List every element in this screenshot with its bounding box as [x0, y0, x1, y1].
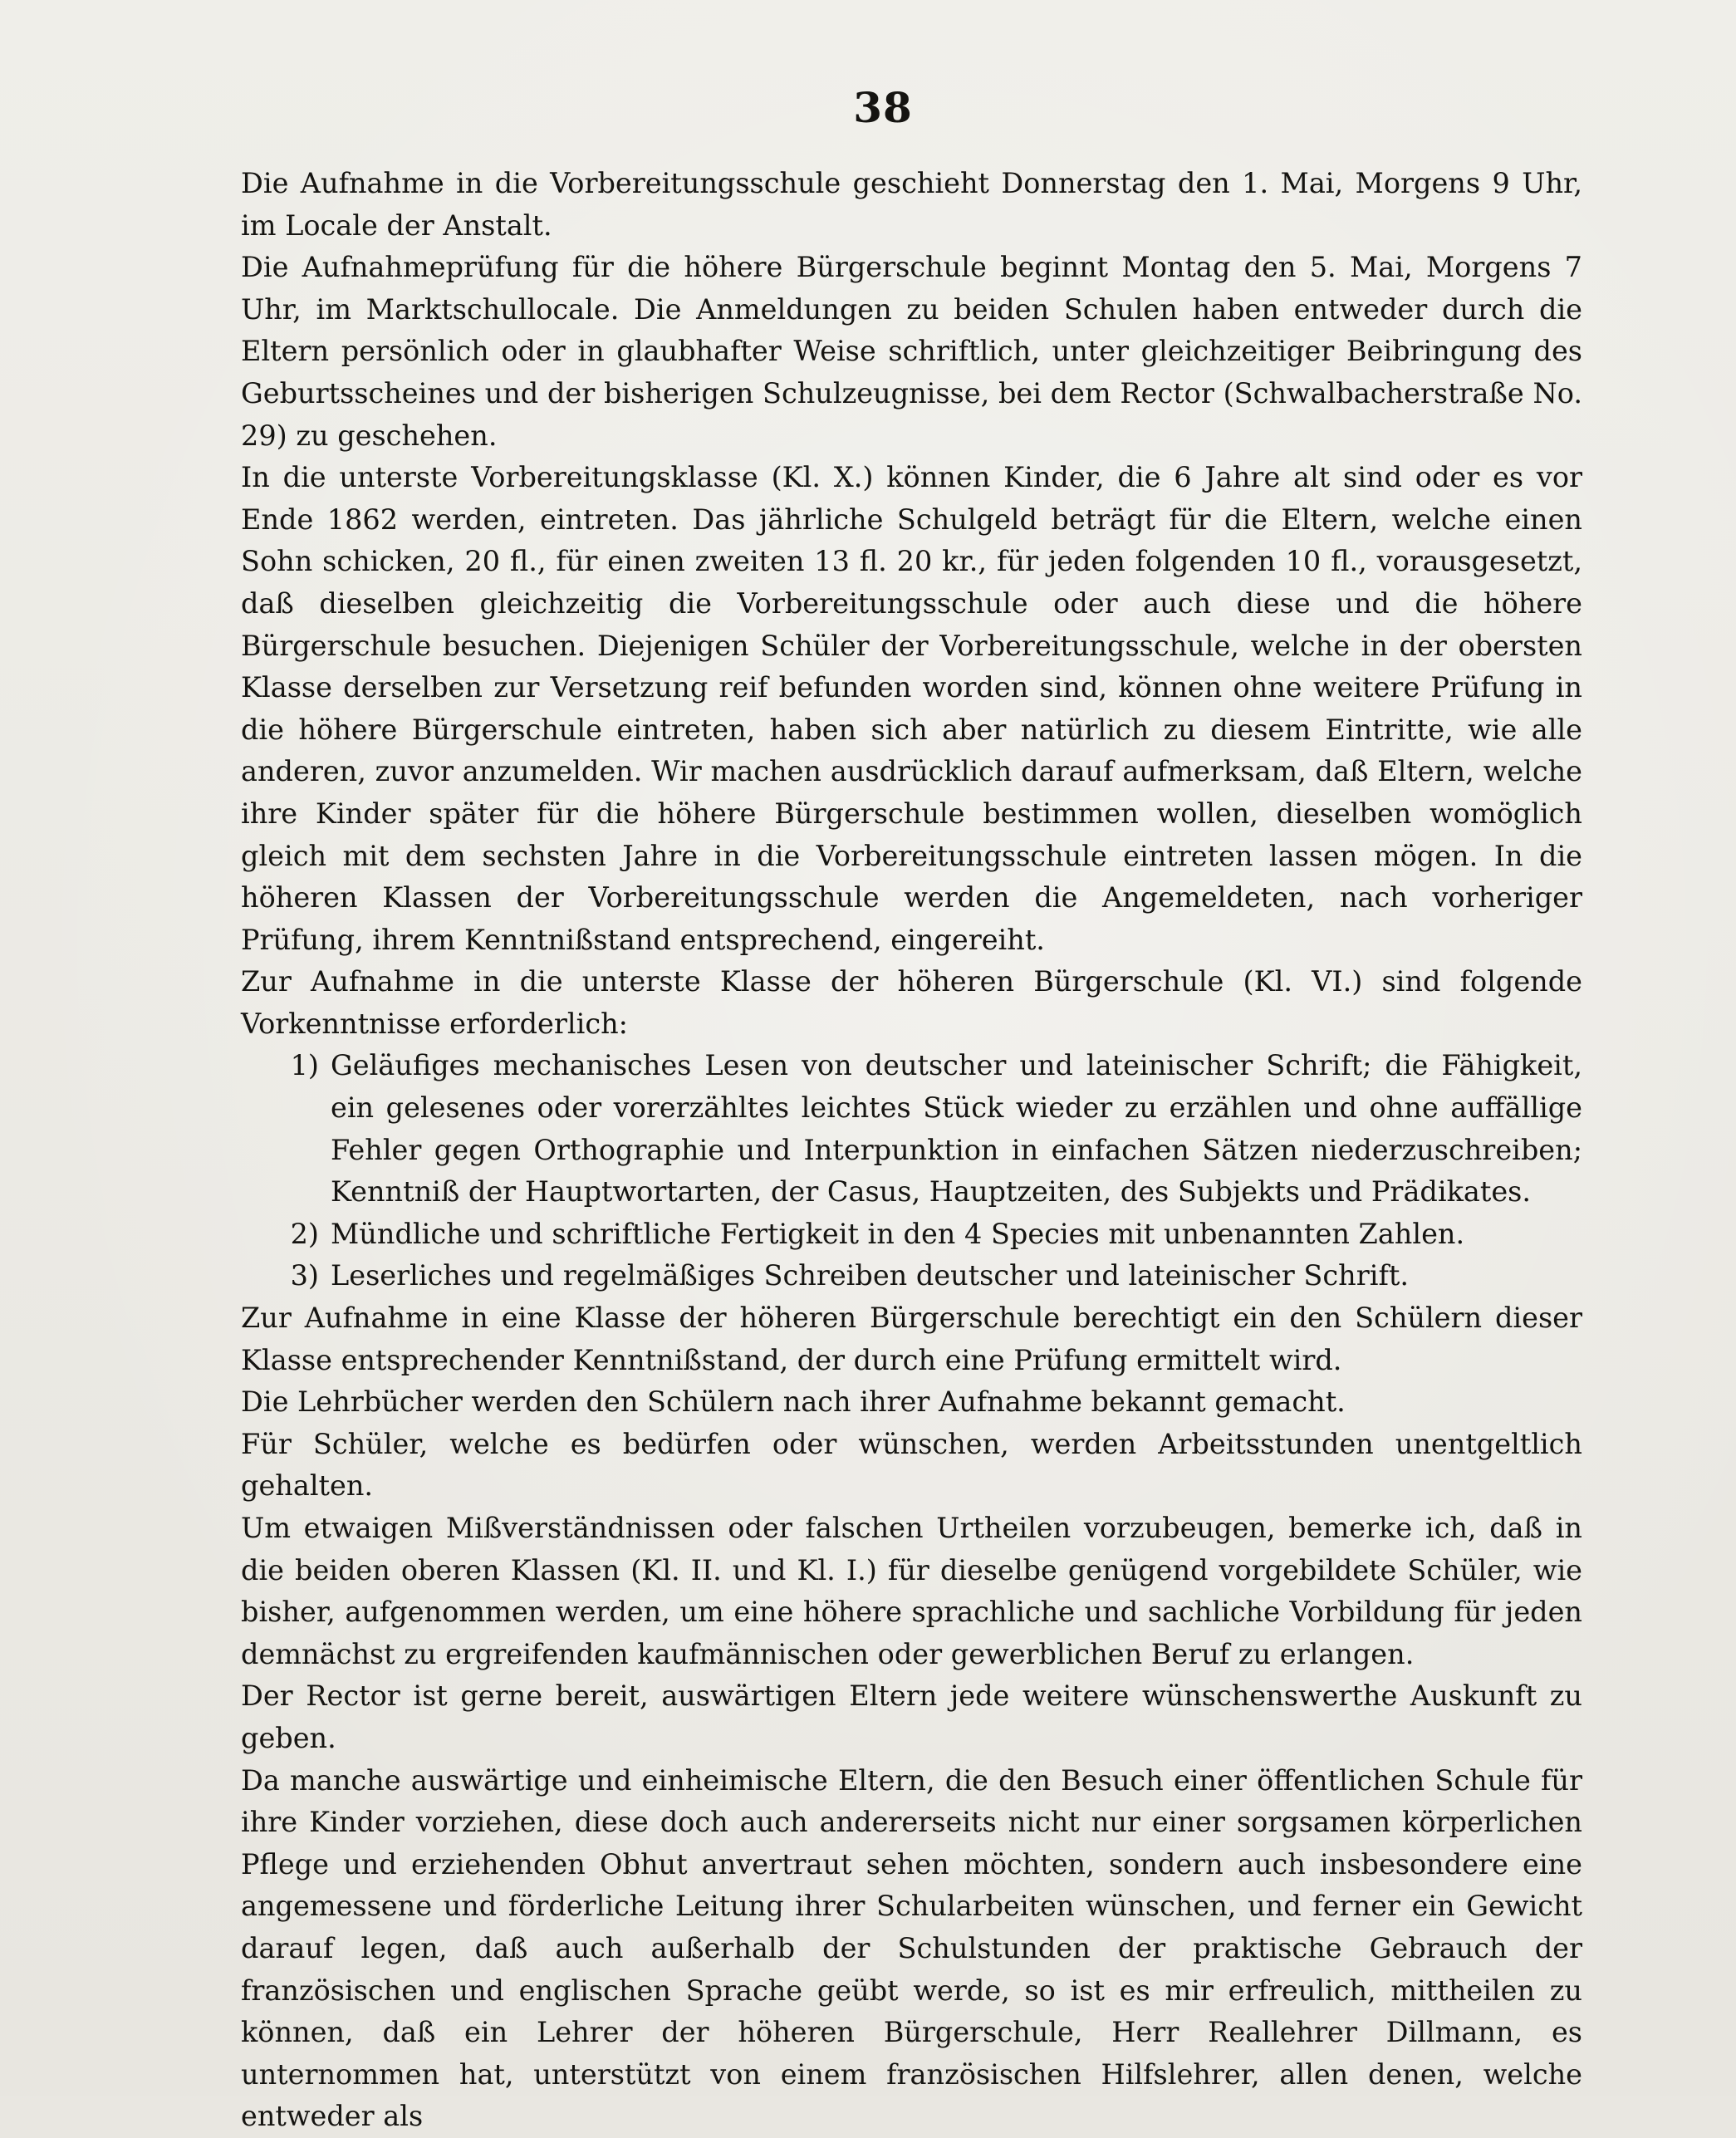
paragraph-admission-any-class: Zur Aufnahme in eine Klasse der höheren Bürgerschule berechtigt ein den Schülern dieser Klasse entsprechender Kenntnißstand, der durch eine Prüfung ermittelt wird. — [241, 1302, 1582, 1376]
paragraph-admission-preparatory: Die Aufnahme in die Vorbereitungsschule geschieht Donnerstag den 1. Mai, Morgens 9 Uhr, im Locale der Anstalt. — [241, 167, 1582, 242]
list-item-text: Leserliches und regelmäßiges Schreiben deutscher und lateinischer Schrift. — [331, 1259, 1409, 1292]
list-item — [241, 1214, 1582, 1256]
paragraph-study-hours: Für Schüler, welche es bedürfen oder wünschen, werden Arbeitsstunden unentgeltlich gehalten. — [241, 1427, 1582, 1503]
list-item-number: 2) — [290, 1217, 319, 1250]
paragraph-rector-info: Der Rector ist gerne bereit, auswärtigen Eltern jede weitere wünschenswerthe Auskunft zu geben. — [241, 1680, 1582, 1754]
list-item-number: 1) — [290, 1049, 319, 1082]
paragraph-entrance-exam: Die Aufnahmeprüfung für die höhere Bürgerschule beginnt Montag den 5. Mai, Morgens 7 Uhr, im Marktschullocale. Die Anmeldungen zu beiden Schulen haben entweder durch die Eltern persönlich oder in glaubhafter Weise schriftlich, unter gleichzeitiger Beibringung des Geburtsscheines und der bisherigen Schulzeugnisse, bei dem Rector (Schwalbacherstraße No. 29) zu geschehen. — [241, 251, 1582, 452]
paragraph-textbooks: Die Lehrbücher werden den Schülern nach ihrer Aufnahme bekannt gemacht. — [241, 1385, 1346, 1419]
list-item — [241, 1255, 1582, 1297]
paragraph-lowest-class: In die unterste Vorbereitungsklasse (Kl. X.) können Kinder, die 6 Jahre alt sind oder es vor Ende 1862 werden, eintreten. Das jährliche Schulgeld beträgt für die Eltern, welche einen Sohn schicken, 20 fl., für einen zweiten 13 fl. 20 kr., für jeden folgenden 10 fl., vorausgesetzt, daß dieselben gleichzeitig die Vorbereitungsschule oder auch diese und die höhere Bürgerschule besuchen. Diejenigen Schüler der Vorbereitungsschule, welche in der obersten Klasse derselben zur Versetzung reif befunden worden sind, können ohne weitere Prüfung in die höhere Bürgerschule eintreten, haben sich aber natürlich zu diesem Eintritte, wie alle anderen, zuvor anzumelden. Wir machen ausdrücklich darauf aufmerksam, daß Eltern, welche ihre Kinder später für die höhere Bürgerschule bestimmen wollen, dieselben womöglich gleich mit dem sechsten Jahre in die Vorbereitungsschule eintreten lassen mögen. In die höheren Klassen der Vorbereitungsschule werden die Angemeldeten, nach vorheriger Prüfung, ihrem Kenntnißstand entsprechend, eingereiht. — [241, 461, 1582, 956]
paragraph-requirements-intro: Zur Aufnahme in die unterste Klasse der höheren Bürgerschule (Kl. VI.) sind folgende Vorkenntnisse erforderlich: — [241, 965, 1582, 1040]
list-item — [241, 1045, 1582, 1213]
requirements-list — [241, 1045, 1582, 1297]
list-item-text: Mündliche und schriftliche Fertigkeit in den 4 Species mit unbenannten Zahlen. — [331, 1217, 1465, 1250]
list-item-number: 3) — [290, 1259, 319, 1292]
body-text — [241, 163, 1582, 2138]
paragraph-boarding: Da manche auswärtige und einheimische Eltern, die den Besuch einer öffentlichen Schule für ihre Kinder vorziehen, diese doch auch andererseits nicht nur einer sorgsamen körperlichen Pflege und erziehenden Obhut anvertraut sehen möchten, sondern auch insbesondere eine angemessene und förderliche Leitung ihrer Schularbeiten wünschen, und ferner ein Gewicht darauf legen, daß auch außerhalb der Schulstunden der praktische Gebrauch der französischen und englischen Sprache geübt werde, so ist es mir erfreulich, mittheilen zu können, daß ein Lehrer der höheren Bürgerschule, Herr Reallehrer Dillmann, es unternommen hat, unterstützt von einem französischen Hilfslehrer, allen denen, welche entweder als — [241, 1763, 1582, 2133]
list-item-text: Geläufiges mechanisches Lesen von deutscher und lateinischer Schrift; die Fähigkeit, ein gelesenes oder vorerzähltes leichtes Stück wieder zu erzählen und ohne auffällige Fehler gegen Orthographie und Interpunktion in einfachen Sätzen niederzuschreiben; Kenntniß der Hauptwortarten, der Casus, Hauptzeiten, des Subjekts und Prädikates. — [331, 1049, 1582, 1209]
paragraph-upper-classes: Um etwaigen Mißverständnissen oder falschen Urtheilen vorzubeugen, bemerke ich, daß in die beiden oberen Klassen (Kl. II. und Kl. I.) für dieselbe genügend vorgebildete Schüler, wie bisher, aufgenommen werden, um eine höhere sprachliche und sachliche Vorbildung für jeden demnächst zu ergreifenden kaufmännischen oder gewerblichen Beruf zu erlangen. — [241, 1512, 1582, 1670]
page-number: 38 — [853, 83, 913, 132]
